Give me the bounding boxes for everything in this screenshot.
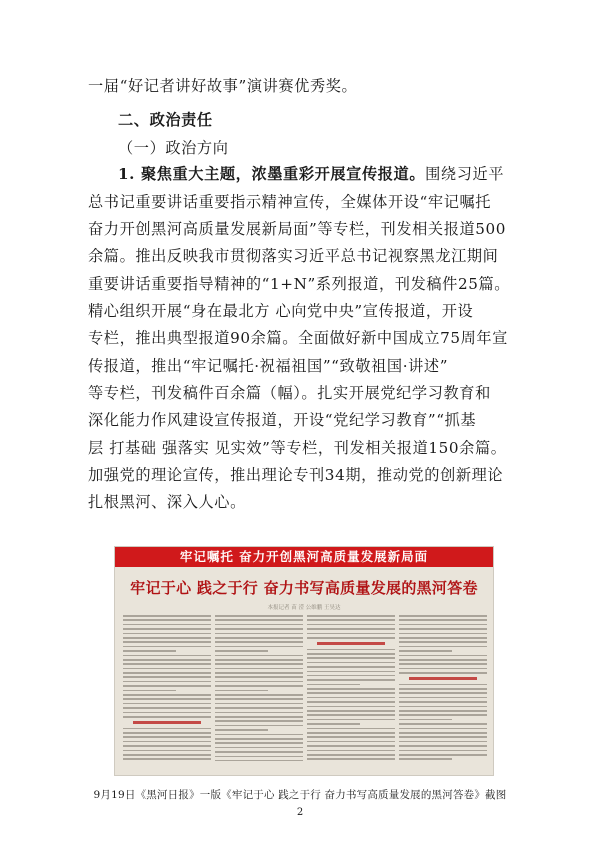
clipping-text-line <box>307 657 395 659</box>
text-line: 扎根黑河、深入人心。 <box>88 493 246 511</box>
clipping-text-line <box>123 655 211 657</box>
clipping-subhead <box>409 677 477 680</box>
clipping-text-line <box>123 633 211 635</box>
clipping-text-line <box>215 676 303 678</box>
clipping-text-line <box>215 685 303 687</box>
clipping-text-line <box>215 646 303 648</box>
clipping-text-line <box>307 723 360 725</box>
clipping-text-line <box>215 637 303 639</box>
clipping-text-line <box>307 745 395 747</box>
clipping-text-line <box>215 738 303 740</box>
clipping-text-line <box>307 692 395 694</box>
clipping-text-line <box>123 637 211 639</box>
clipping-text-line <box>215 655 303 657</box>
clipping-text-line <box>307 719 395 721</box>
clipping-text-line <box>307 675 395 677</box>
text-line: 总书记重要讲话重要指示精神宣传，全媒体开设“牢记嘱托 <box>88 193 492 211</box>
clipping-text-line <box>123 641 211 643</box>
clipping-text-line <box>399 732 487 734</box>
clipping-text-line <box>399 650 452 652</box>
clipping-text-line <box>307 666 395 668</box>
clipping-text-line <box>307 758 395 760</box>
clipping-text-line <box>215 668 303 670</box>
clipping-text-line <box>399 692 487 694</box>
clipping-text-line <box>399 701 487 703</box>
clipping-text-line <box>399 672 487 674</box>
clipping-text-line <box>215 698 303 700</box>
newspaper-clipping-image <box>114 546 494 776</box>
clipping-text-line <box>123 681 211 683</box>
clipping-text-line <box>307 688 395 690</box>
clipping-text-line <box>215 690 268 692</box>
subsection-heading: （一）政治方向 <box>118 139 229 157</box>
clipping-text-line <box>215 703 303 705</box>
clipping-text-line <box>123 659 211 661</box>
clipping-text-line <box>123 676 211 678</box>
text-line: 一届“好记者讲好故事”演讲赛优秀奖。 <box>88 77 358 95</box>
clipping-text-line <box>215 672 303 674</box>
clipping-text-line <box>123 650 176 652</box>
clipping-text-line <box>307 701 395 703</box>
clipping-text-line <box>399 619 487 621</box>
clipping-text-line <box>307 637 395 639</box>
text-line: 层 打基础 强落实 见实效”等专栏，刊发相关报道150余篇。 <box>88 439 507 457</box>
clipping-text-line <box>307 706 395 708</box>
clipping-text-line <box>215 747 303 749</box>
clipping-text-line <box>399 697 487 699</box>
clipping-text-line <box>399 688 487 690</box>
clipping-column <box>399 615 487 769</box>
clipping-text-line <box>123 728 211 730</box>
clipping-text-line <box>215 760 303 762</box>
clipping-text-line <box>215 663 303 665</box>
text-line: 传报道，推出“牢记嘱托·祝福祖国”“致敬祖国·讲述” <box>88 357 449 375</box>
clipping-text-line <box>123 668 211 670</box>
clipping-text-line <box>215 725 303 727</box>
clipping-text-line <box>215 756 303 758</box>
text-line: 专栏，推出典型报道90余篇。全面做好新中国成立75周年宣 <box>88 329 508 347</box>
clipping-text-line <box>215 641 303 643</box>
clipping-text-line <box>215 734 303 736</box>
clipping-text-line <box>215 716 303 718</box>
clipping-text-line <box>399 758 452 760</box>
clipping-text-line <box>123 690 176 692</box>
clipping-text-line <box>307 679 395 681</box>
clipping-text-line <box>215 694 303 696</box>
clipping-text-line <box>215 751 303 753</box>
clipping-text-line <box>123 619 211 621</box>
clipping-text-line <box>307 628 395 630</box>
clipping-text-line <box>399 633 487 635</box>
clipping-text-line <box>123 628 211 630</box>
clipping-text-line <box>307 684 360 686</box>
page-number: 2 <box>296 807 304 818</box>
clipping-text-line <box>399 750 487 752</box>
clipping-byline: 本报记者 苗 滢 公维鹏 王昊达 <box>267 605 341 611</box>
clipping-text-line <box>399 754 487 756</box>
clipping-text-line <box>215 619 303 621</box>
clipping-text-line <box>123 745 211 747</box>
clipping-text-line <box>307 619 395 621</box>
clipping-text-line <box>215 707 303 709</box>
clipping-banner: 牢记嘱托 奋力开创黑河高质量发展新局面 <box>115 547 493 567</box>
clipping-text-line <box>399 745 487 747</box>
text-line: 余篇。推出反映我市贯彻落实习近平总书记视察黑龙江期间 <box>88 247 499 265</box>
clipping-text-line <box>399 741 487 743</box>
clipping-text-line <box>215 650 268 652</box>
clipping-text-line <box>123 703 211 705</box>
text-line: 奋力开创黑河高质量发展新局面”等专栏，刊发相关报道500 <box>88 220 507 238</box>
clipping-text-line <box>307 736 395 738</box>
clipping-text-line <box>399 723 487 725</box>
clipping-text-line <box>123 672 211 674</box>
clipping-text-line <box>215 681 303 683</box>
clipping-text-line <box>307 662 395 664</box>
clipping-text-line <box>215 720 303 722</box>
clipping-text-line <box>123 758 211 760</box>
clipping-text-line <box>123 754 211 756</box>
clipping-text-line <box>123 624 211 626</box>
clipping-text-line <box>307 710 395 712</box>
clipping-text-line <box>123 741 211 743</box>
clipping-text-line <box>123 707 211 709</box>
clipping-text-line <box>307 697 395 699</box>
clipping-text-line <box>307 633 395 635</box>
clipping-text-line <box>123 698 211 700</box>
clipping-text-line <box>399 628 487 630</box>
clipping-text-line <box>123 736 211 738</box>
text-line: 加强党的理论宣传，推出理论专刊34期，推动党的创新理论 <box>88 466 504 484</box>
clipping-text-line <box>399 637 487 639</box>
clipping-text-line <box>215 659 303 661</box>
clipping-text-line <box>123 732 211 734</box>
paragraph-lead: 1. 聚焦重大主题，浓墨重彩开展宣传报道。 <box>118 165 426 183</box>
clipping-text-line <box>123 663 211 665</box>
clipping-text-line <box>307 671 395 673</box>
clipping-text-line <box>399 663 487 665</box>
figure-caption: 9月19日《黑河日报》一版《牢记于心 践之于行 奋力书写高质量发展的黑河答卷》截图 <box>93 789 507 801</box>
clipping-text-line <box>307 741 395 743</box>
clipping-text-line <box>215 615 303 617</box>
clipping-text-line <box>399 710 487 712</box>
clipping-text-line <box>307 714 395 716</box>
clipping-subhead <box>317 642 385 645</box>
clipping-column <box>123 615 211 769</box>
paragraph-lead-rest: 围绕习近平 <box>425 165 505 183</box>
clipping-text-line <box>215 712 303 714</box>
paragraph-first-line <box>118 164 504 184</box>
clipping-text-line <box>215 742 303 744</box>
clipping-text-line <box>399 659 487 661</box>
clipping-column <box>307 615 395 769</box>
clipping-text-line <box>399 624 487 626</box>
clipping-text-line <box>123 716 211 718</box>
clipping-text-line <box>307 754 395 756</box>
clipping-text-line <box>399 728 487 730</box>
clipping-text-line <box>399 668 487 670</box>
clipping-text-line <box>123 615 211 617</box>
clipping-subhead <box>133 721 201 724</box>
section-heading: 二、政治责任 <box>118 111 213 129</box>
clipping-text-line <box>123 646 211 648</box>
clipping-text-line <box>307 653 395 655</box>
clipping-text-line <box>399 655 487 657</box>
clipping-text-line <box>307 615 395 617</box>
clipping-text-line <box>399 615 487 617</box>
clipping-text-line <box>399 684 487 686</box>
text-line: 重要讲话重要指导精神的“1+N”系列报道，刊发稿件25篇。 <box>88 275 511 293</box>
text-line: 深化能力作风建设宣传报道，开设“党纪学习教育”“抓基 <box>88 411 477 429</box>
clipping-text-line <box>123 685 211 687</box>
clipping-text-line <box>215 633 303 635</box>
clipping-text-line <box>215 729 268 731</box>
clipping-text-line <box>307 728 395 730</box>
clipping-headline: 牢记于心 践之于行 奋力书写高质量发展的黑河答卷 <box>130 579 478 597</box>
clipping-column <box>215 615 303 769</box>
clipping-text-line <box>307 732 395 734</box>
clipping-text-line <box>399 641 487 643</box>
clipping-text-line <box>123 750 211 752</box>
clipping-text-line <box>307 624 395 626</box>
clipping-text-line <box>123 694 211 696</box>
clipping-text-line <box>399 646 487 648</box>
clipping-text-line <box>307 750 395 752</box>
clipping-text-line <box>215 628 303 630</box>
clipping-text-line <box>307 649 395 651</box>
text-line: 精心组织开展“身在最北方 心向党中央”宣传报道，开设 <box>88 302 474 320</box>
clipping-text-line <box>399 736 487 738</box>
clipping-text-line <box>399 719 452 721</box>
text-line: 等专栏，刊发稿件百余篇（幅）。扎实开展党纪学习教育和 <box>88 384 491 402</box>
clipping-text-line <box>215 624 303 626</box>
clipping-text-line <box>399 714 487 716</box>
clipping-text-line <box>399 706 487 708</box>
clipping-text-line <box>123 712 211 714</box>
